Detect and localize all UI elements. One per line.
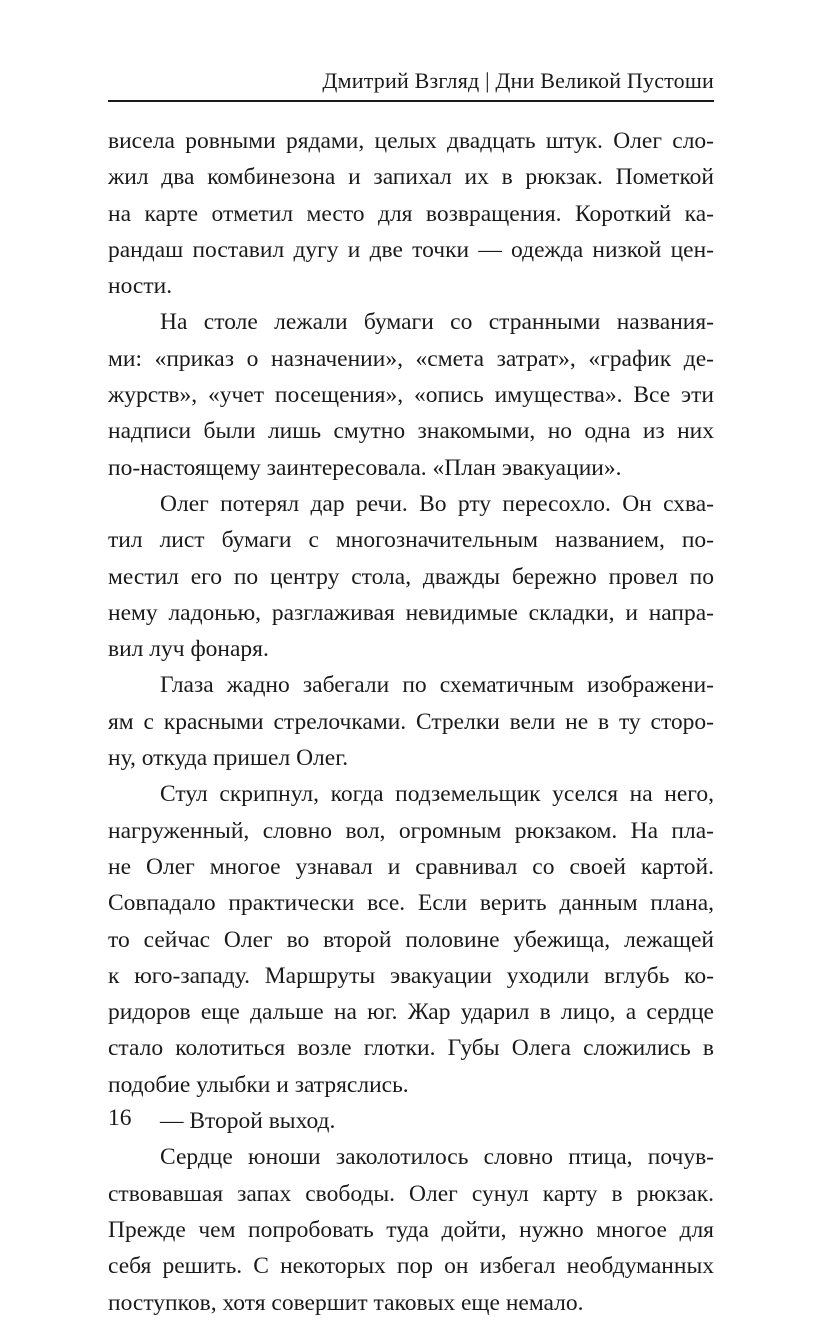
text-line: Глаза жадно забегали по схематичным изображени-: [160, 672, 714, 699]
body-text: [108, 123, 714, 1321]
text-line: ридоров еще дальше на юг. Жар ударил в лицо, а сердце: [108, 999, 714, 1026]
text-line: Совпадало практически все. Если верить данным плана,: [108, 890, 714, 917]
text-line: ми: «приказ о назначении», «смета затрат», «график де-: [108, 345, 714, 372]
text-line: по-настоящему заинтересовала. «План эвакуации».: [108, 454, 622, 481]
text-line: нему ладонью, разглаживая невидимые складки, и напра-: [108, 599, 714, 626]
text-line: Сердце юноши заколотилось словно птица, почув-: [160, 1144, 714, 1171]
text-line: вил луч фонаря.: [108, 636, 269, 663]
text-line: себя решить. С некоторых пор он избегал необдуманных: [108, 1253, 714, 1280]
text-line: к юго-западу. Маршруты эвакуации уходили вглубь ко-: [108, 962, 714, 989]
header-rule: [108, 100, 714, 102]
text-line: висела ровными рядами, целых двадцать штук. Олег сло-: [108, 128, 714, 154]
text-line: — Второй выход.: [160, 1108, 336, 1135]
text-line: не Олег многое узнавал и сравнивал со своей картой.: [108, 853, 714, 880]
text-line: подобие улыбки и затряслись.: [108, 1071, 409, 1098]
page-number: 16: [108, 1105, 132, 1131]
text-line: ствовавшая запах свободы. Олег сунул карту в рюкзак.: [108, 1180, 714, 1207]
text-line: Стул скрипнул, когда подземельщик уселся на него,: [160, 781, 714, 808]
text-line: ям с красными стрелочками. Стрелки вели не в ту сторо-: [108, 708, 714, 735]
text-line: На столе лежали бумаги со странными названия-: [160, 309, 714, 336]
text-line: ности.: [108, 273, 173, 300]
text-line: Олег потерял дар речи. Во рту пересохло. Он схва-: [160, 490, 714, 517]
text-line: ну, откуда пришел Олег.: [108, 745, 349, 772]
running-head: Дмитрий Взгляд | Дни Великой Пустоши: [322, 68, 714, 93]
text-line: местил его по центру стола, дважды бережно провел по: [108, 563, 714, 590]
text-line: на карте отметил место для возвращения. Короткий ка-: [108, 200, 714, 227]
text-line: журств», «учет посещения», «опись имущества». Все эти: [108, 382, 714, 409]
text-line: жил два комбинезона и запихал их в рюкзак. Пометкой: [108, 164, 714, 191]
text-line: тил лист бумаги с многозначительным названием, по-: [108, 527, 714, 554]
text-line: Прежде чем попробовать туда дойти, нужно многое для: [108, 1216, 714, 1243]
text-line: стало колотиться возле глотки. Губы Олега сложились в: [108, 1035, 714, 1062]
text-line: поступков, хотя совершит таковых еще немало.: [108, 1289, 584, 1316]
text-line: рандаш поставил дугу и две точки — одежда низкой цен-: [108, 236, 714, 263]
text-line: то сейчас Олег во второй половине убежища, лежащей: [108, 926, 714, 953]
text-line: нагруженный, словно вол, огромным рюкзаком. На пла-: [108, 817, 714, 844]
text-line: надписи были лишь смутно знакомыми, но одна из них: [108, 418, 714, 445]
